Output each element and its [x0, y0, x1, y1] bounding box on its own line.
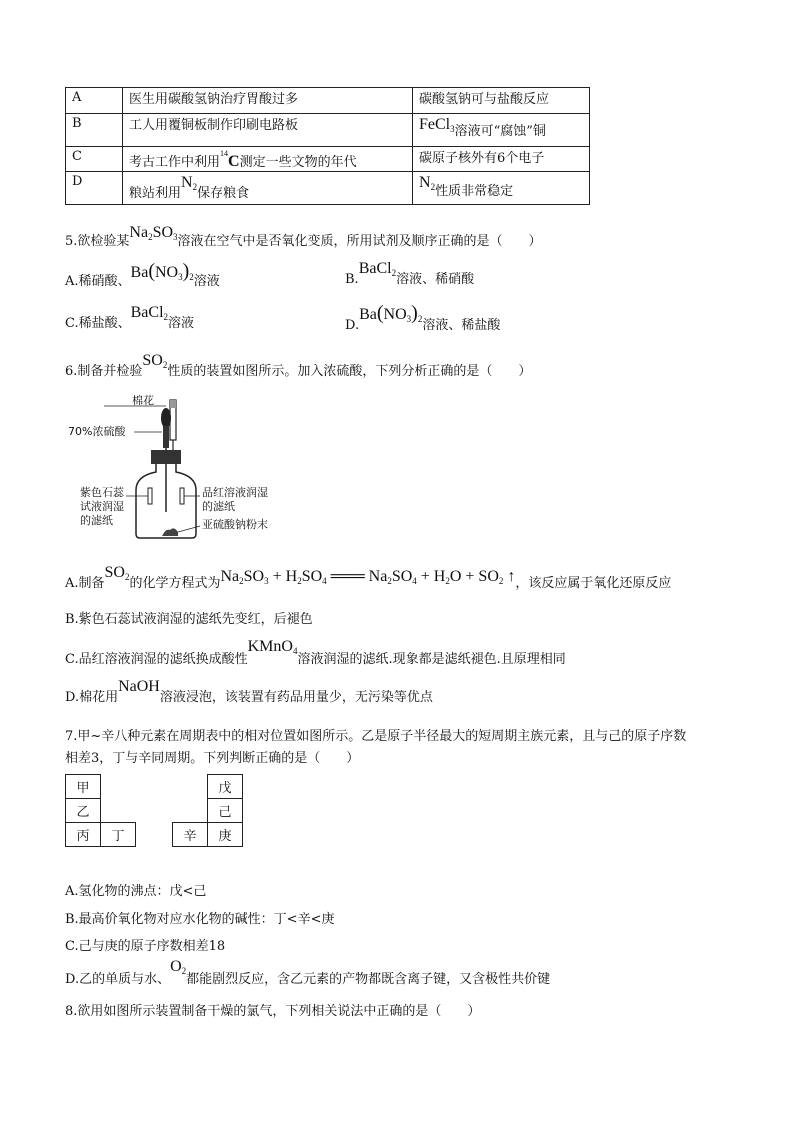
q5-option-b[interactable]: B.BaCl$_2$溶液、稀硝酸: [345, 260, 475, 287]
table-row: [66, 147, 590, 172]
q7-option-d[interactable]: D.乙的单质与水、$O_2$都能剧烈反应，含乙元素的产物都既含离子键，又含极性共价键: [65, 958, 551, 987]
formula-fecl3: FeCl: [419, 116, 451, 133]
q5-option-d[interactable]: $D.Ba(NO_3)_2$溶液、稀盐酸: [345, 302, 501, 333]
row-application: 工人用覆铜板制作印刷电路板: [123, 114, 413, 147]
question-8: 8.欲用如图所示装置制备干燥的氯气，下列相关说法中正确的是（ ）: [65, 1004, 481, 1019]
label-litmus-2: 试液润湿: [80, 500, 124, 513]
cell-jia: 甲: [66, 775, 101, 799]
q5-option-c[interactable]: C.稀盐酸、BaCl$_2$溶液: [65, 304, 195, 331]
q7-option-c[interactable]: C.己与庚的原子序数相差18: [65, 939, 226, 954]
label-magenta-1: 品红溶液润湿: [202, 486, 268, 499]
row-key: B: [66, 114, 123, 147]
so2-apparatus-figure: [66, 392, 326, 542]
table-row: [66, 172, 590, 205]
q5-option-a[interactable]: A.稀硝酸、$Ba(NO_3)_2$溶液: [65, 260, 220, 289]
table-row: [66, 88, 590, 114]
question-7-line-2: 相差3，丁与辛同周期。下列判断正确的是（ ）: [65, 751, 360, 766]
cell-ding: 丁: [101, 823, 136, 847]
q7-option-b[interactable]: B.最高价氧化物对应水化物的碱性：丁<辛<庚: [65, 912, 335, 927]
cell-bing: 丙: [66, 823, 101, 847]
cell-ji: 己: [208, 799, 243, 823]
row-application: 粮站利用$N_2$保存粮食: [123, 172, 413, 205]
label-litmus-1: 紫色石蕊: [80, 486, 124, 499]
options-table: [65, 87, 590, 205]
cell-xin: 辛: [173, 823, 208, 847]
row-explanation: FeCl$_3$溶液可“腐蚀”铜: [413, 114, 590, 147]
question-7-line-1: 7.甲~辛八种元素在周期表中的相对位置如图所示。乙是原子半径最大的短周期主族元素，且与己的原子序数: [65, 729, 687, 744]
row-explanation: 碳酸氢钠可与盐酸反应: [413, 88, 590, 114]
q6-option-c[interactable]: C.品红溶液润湿的滤纸换成酸性KMnO$_4$溶液润湿的滤纸.现象都是滤纸褪色.且原理相同: [65, 638, 566, 667]
question-5: 5.欲检验某$Na_2SO_3$溶液在空气中是否氧化变质，所用试剂及顺序正确的是（ ）: [65, 224, 542, 249]
question-6: 6.制备并检验$SO_2$性质的装置如图所示。加入浓硫酸，下列分析正确的是（ ）: [65, 352, 532, 379]
label-cotton: 棉花: [132, 394, 154, 407]
row-explanation: $N_2$性质非常稳定: [413, 172, 590, 205]
q7-option-a[interactable]: A.氢化物的沸点：戊<己: [65, 884, 207, 899]
row-application: 考古工作中利用$^{14}$C测定一些文物的年代: [123, 147, 413, 172]
cell-wu: 戊: [208, 775, 243, 799]
q6-option-a[interactable]: A.制备$SO_2$的化学方程式为$Na_2SO_3 + H_2SO_4$ ═══ $Na_2SO_4 + H_2O + SO_2$ ↑，该反应属于氧化还原反应: [65, 564, 672, 591]
row-key: C: [66, 147, 123, 172]
row-key: A: [66, 88, 123, 114]
label-magenta-2: 的滤纸: [202, 500, 235, 513]
q6-option-d[interactable]: D.棉花用NaOH溶液浸泡，该装置有药品用量少，无污染等优点: [65, 678, 433, 705]
table-row: [66, 114, 590, 147]
row-application: 医生用碳酸氢钠治疗胃酸过多: [123, 88, 413, 114]
label-acid: 70%浓硫酸: [68, 425, 126, 438]
cell-geng: 庚: [208, 823, 243, 847]
row-key: D: [66, 172, 123, 205]
label-sulfite: 亚硫酸钠粉末: [202, 518, 268, 531]
cell-yi: 乙: [66, 799, 101, 823]
periodic-grid-right: [172, 774, 243, 847]
q6-option-b[interactable]: B.紫色石蕊试液润湿的滤纸先变红，后褪色: [65, 612, 313, 627]
periodic-grid-left: [65, 774, 136, 847]
row-explanation: 碳原子核外有6个电子: [413, 147, 590, 172]
label-litmus-3: 的滤纸: [80, 514, 113, 527]
